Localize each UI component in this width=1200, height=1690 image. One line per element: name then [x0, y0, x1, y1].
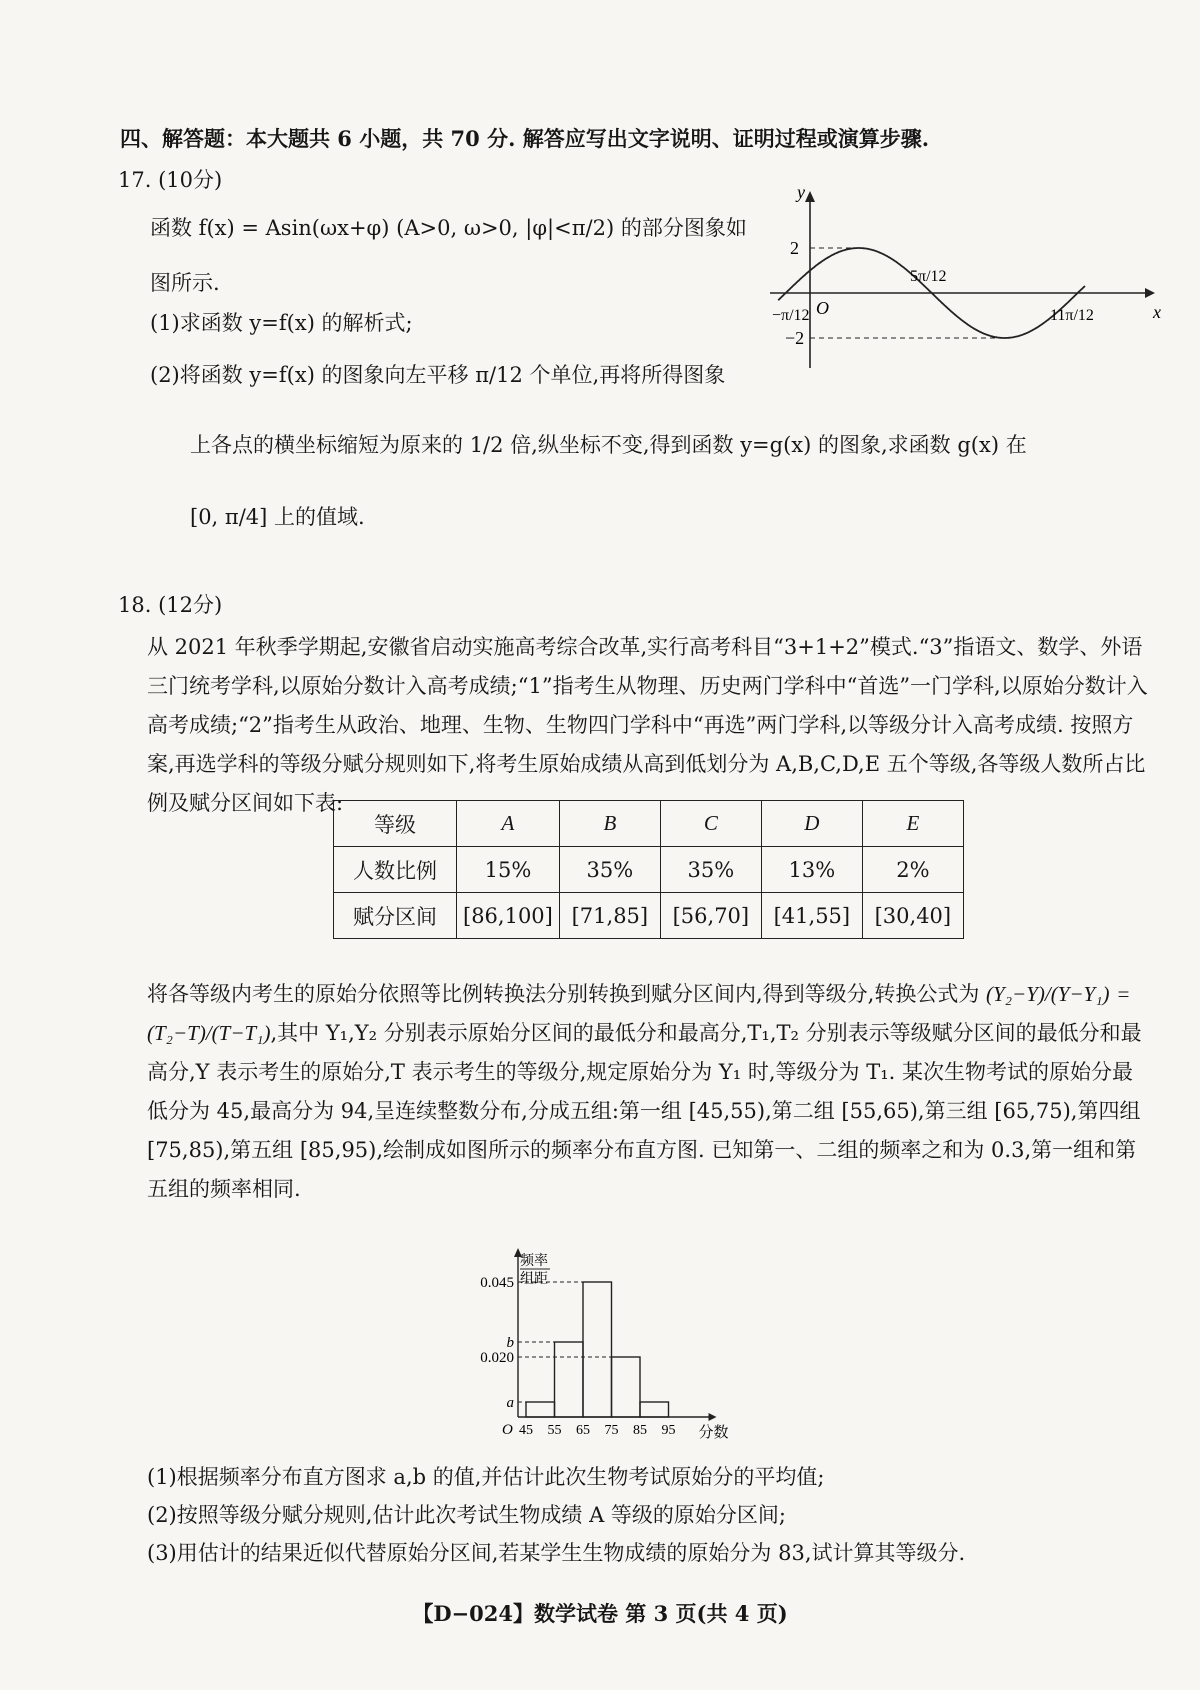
q17-part2-shift: π/12 — [475, 363, 523, 387]
q17-part2-c: 上各点的横坐标缩短为原来的 — [190, 433, 463, 457]
q18-sub2: (2)按照等级分赋分规则,估计此次考试生物成绩 A 等级的原始分区间; — [147, 1503, 787, 1527]
q18-sub1: (1)根据频率分布直方图求 a,b 的值,并估计此次生物考试原始分的平均值; — [147, 1465, 825, 1489]
q17-part2-d: 倍,纵坐标不变,得到函数 y=g(x) 的图象,求函数 g(x) 在 — [510, 433, 1027, 457]
y-axis-label: y — [797, 182, 805, 202]
origin-label: O — [816, 298, 829, 318]
table-cell: 13% — [761, 847, 862, 893]
x-right-label: 11π/12 — [1050, 307, 1094, 324]
histogram-x-tick-label: 55 — [547, 1423, 562, 1438]
x-left-label: −π/12 — [772, 307, 810, 324]
histogram-x-tick-label: 75 — [604, 1423, 619, 1438]
formula-right: =(T₂−T)/(T−T₁) — [147, 982, 1131, 1045]
q18-number: 18. (12分) — [118, 593, 223, 617]
histogram-x-tick-label: 65 — [576, 1423, 590, 1438]
table-cell: 等级 — [334, 801, 457, 847]
q18-paragraph-1: 从 2021 年秋季学期起,安徽省启动实施高考综合改革,实行高考科目“3+1+2”模式.“3”指语文、数学、外语三门统考学科,以原始分数计入高考成绩;“1”指考生从物理、历史两门学科中“首选”一门学科,以原始分数计入高考成绩;“2”指考生从政治、地理、生物、生物四门学科中“再选”两门学科,以等级分计入高考成绩. 按照方案,再选学科的等级分赋分规则如下,将考生原始成绩从高到低划分为 A,B,C,D,E 五个等级,各等级人数所占比例及赋分区间如下表: — [147, 635, 1148, 815]
x-axis-label: x — [1153, 302, 1161, 322]
histogram-y-tick-label: a — [506, 1395, 514, 1411]
q17-part2-a: (2)将函数 y=f(x) 的图象向左平移 — [150, 363, 469, 387]
q17-part2-half: 1/2 — [469, 433, 504, 457]
histogram-bar — [526, 1402, 555, 1417]
q17-intro-line1 — [150, 213, 747, 243]
histogram-y-tick-label: b — [506, 1335, 514, 1351]
histogram-x-arrow — [709, 1413, 717, 1421]
table-row — [334, 801, 964, 847]
histogram-x-tick-label: 45 — [519, 1423, 533, 1438]
y-max-label: 2 — [790, 238, 799, 258]
table-cell: E — [862, 801, 963, 847]
q17-number: 17. (10分) — [118, 168, 223, 192]
histogram-y-tick-label: 0.045 — [480, 1275, 514, 1291]
table-cell: [56,70] — [660, 893, 761, 939]
q17-sine-graph — [760, 182, 1161, 373]
frequency-histogram — [480, 1245, 750, 1455]
table-cell: 赋分区间 — [334, 893, 457, 939]
q17-part2-line1 — [150, 360, 725, 390]
table-cell: [71,85] — [559, 893, 660, 939]
grade-table — [333, 800, 964, 939]
y-axis-arrow — [805, 191, 815, 202]
histogram-bar — [555, 1342, 584, 1417]
q18-sub3: (3)用估计的结果近似代替原始分区间,若某学生生物成绩的原始分为 83,试计算其等级分. — [147, 1541, 966, 1565]
page-footer: 【D−024】数学试卷 第 3 页(共 4 页) — [412, 1601, 788, 1626]
q17-part1: (1)求函数 y=f(x) 的解析式; — [150, 311, 413, 335]
histogram-bar — [583, 1282, 612, 1417]
table-cell: D — [761, 801, 862, 847]
histogram-layer — [480, 1248, 728, 1441]
section-heading: 四、解答题：本大题共 6 小题，共 70 分. 解答应写出文字说明、证明过程或演算步骤. — [120, 126, 930, 151]
histogram-bar — [612, 1357, 641, 1417]
table-cell: [30,40] — [862, 893, 963, 939]
table-cell: 35% — [660, 847, 761, 893]
formula-left: (Y₂−Y)/(Y−Y₁) — [986, 982, 1110, 1006]
table-cell: C — [660, 801, 761, 847]
q18-para2-b: ,其中 Y₁,Y₂ 分别表示原始分区间的最低分和最高分,T₁,T₂ 分别表示等级赋分区间的最低分和最高分,Y 表示考生的原始分,T 表示考生的等级分,规定原始分为 Y₁ 时,等级分为 T₁. 某次生物考试的原始分最低分为 45,最高分为 94,呈连续整数分布,分成五组:第一组 [45,55),第二组 [55,65),第三组 [65,75),第四组 [75,85),第五组 [85,95),绘制成如图所示的频率分布直方图. 已知第一、二组的频率之和为 0.3,第一组和第五组的频率相同. — [147, 1021, 1142, 1201]
q17-part2-line2 — [190, 430, 1027, 460]
table-cell: 人数比例 — [334, 847, 457, 893]
histogram-x-label: 分数 — [698, 1425, 729, 1441]
q17-part2-e: 上的值域. — [274, 505, 365, 529]
table-cell: 35% — [559, 847, 660, 893]
q17-condition: (A>0, ω>0, |φ|<π/2) — [396, 216, 615, 240]
q17-part2-line3 — [190, 502, 365, 532]
histogram-y-label-bottom: 组距 — [520, 1272, 548, 1287]
q17-function: 函数 f(x) = Asin(ωx+φ) — [150, 216, 390, 240]
q18-paragraph-2 — [147, 975, 1152, 1209]
q17-interval: [0, π/4] — [190, 505, 268, 529]
table-cell: [86,100] — [457, 893, 560, 939]
table-cell: 15% — [457, 847, 560, 893]
histogram-x-tick-label: 85 — [633, 1423, 647, 1438]
table-row — [334, 893, 964, 939]
table-row — [334, 847, 964, 893]
table-cell: A — [457, 801, 560, 847]
x-mid-label: 5π/12 — [910, 268, 947, 285]
histogram-bar — [640, 1402, 669, 1417]
table-cell: [41,55] — [761, 893, 862, 939]
table-cell: B — [559, 801, 660, 847]
q17-part2-b: 个单位,再将所得图象 — [529, 363, 726, 387]
q17-intro-tail: 的部分图象如 — [620, 216, 747, 240]
q18-para2-a: 将各等级内考生的原始分依照等比例转换法分别转换到赋分区间内,得到等级分,转换公式为 — [147, 982, 980, 1006]
histogram-y-tick-label: 0.020 — [480, 1350, 514, 1366]
q17-intro-line2: 图所示. — [150, 271, 220, 295]
histogram-y-label-top: 频率 — [520, 1254, 548, 1269]
histogram-x-tick-label: 95 — [661, 1423, 676, 1438]
x-axis-arrow — [1145, 288, 1155, 298]
histogram-origin-label: O — [502, 1422, 513, 1438]
table-cell: 2% — [862, 847, 963, 893]
y-min-label: −2 — [785, 328, 805, 348]
